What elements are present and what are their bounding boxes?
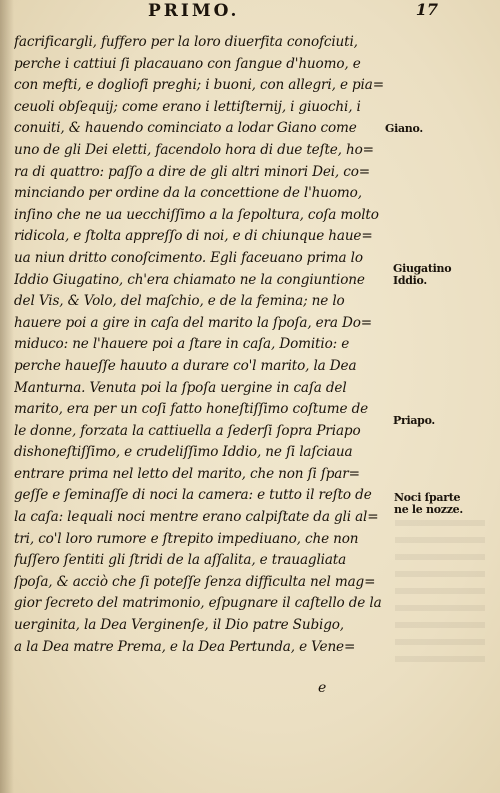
- margin-note-giano: [385, 123, 423, 135]
- page-number: 17: [415, 0, 438, 19]
- text-line: ſpoſa, & acciò che ſi poteſſe ſenza difficulta nel mag=: [14, 573, 376, 590]
- text-line: hauere poi a gire in caſa del marito la ſpoſa, era Do=: [14, 314, 373, 331]
- text-line: del Vis, & Volo, del maſchio, e de la femina; ne lo: [14, 293, 345, 310]
- text-line: uerginita, la Dea Verginenſe, il Dio patre Subigo,: [14, 617, 344, 634]
- body-text: [14, 32, 386, 658]
- text-line: le donne, forzata la cattiuella a ſederſi ſopra Priapo: [14, 422, 361, 439]
- margin-note-line: Noci ſparte: [394, 491, 461, 504]
- text-line: uno de gli Dei eletti, facendolo hora di due teſte, ho=: [14, 141, 374, 158]
- text-line: conuiti, & hauendo cominciato a lodar Giano come: [14, 120, 357, 137]
- running-head: PRIMO.: [148, 1, 240, 21]
- text-line: facrificargli, fuffero per la loro diuerfita conofciuti,: [14, 34, 358, 50]
- text-line: perche haueſſe hauuto a durare co'l marito, la Dea: [14, 357, 357, 374]
- gutter-shadow: [0, 0, 14, 793]
- margin-note-giugatino: [393, 263, 451, 287]
- margin-note-line: Priapo.: [393, 414, 435, 427]
- margin-note-line: ne le nozze.: [394, 503, 463, 516]
- margin-note-line: Iddio.: [393, 274, 427, 287]
- catchword: e: [318, 680, 327, 696]
- text-line: dishoneſtiſſimo, e crudeliſſimo Iddio, ne ſi laſciaua: [14, 444, 353, 461]
- text-line: tri, co'l loro rumore e ſtrepito impediuano, che non: [14, 530, 359, 547]
- text-line: fuſſero ſentiti gli ſtridi de la aſſalita, e trauagliata: [14, 552, 347, 569]
- margin-note-noci: [394, 492, 463, 516]
- text-line: entrare prima nel letto del marito, che non ſi ſpar=: [14, 465, 360, 482]
- margin-notes: [385, 0, 500, 793]
- text-line: ra di quattro: paſſo a dire de gli altri minori Dei, co=: [14, 163, 371, 180]
- text-line: ua niun dritto conoſcimento. Egli faceuano prima lo: [14, 249, 363, 266]
- text-line: perche i cattiui ſi placauano con ſangue d'huomo, e: [14, 55, 361, 72]
- text-line: con mefti, e dogliofi preghi; i buoni, con allegri, e pia=: [14, 77, 384, 94]
- text-line: minciando per ordine da la concettione de l'huomo,: [14, 185, 362, 202]
- text-line: inſino che ne ua uecchiſſimo a la ſepoltura, coſa molto: [14, 206, 379, 223]
- text-line: marito, era per un coſi fatto honeſtiſſimo coſtume de: [14, 401, 369, 418]
- text-line: geſſe e ſeminaſſe di noci la camera: e tutto il reſto de: [14, 487, 372, 504]
- margin-note-priapo: [393, 415, 435, 427]
- text-line: Manturna. Venuta poi la ſpoſa uergine in caſa del: [14, 379, 347, 396]
- margin-note-line: Giugatino: [393, 262, 452, 275]
- text-line: miduco: ne l'hauere poi a ſtare in caſa, Domitio: e: [14, 336, 350, 353]
- text-line: la caſa: lequali noci mentre erano calpiſtate da gli al=: [14, 509, 379, 526]
- text-line: ridicola, e ſtolta appreſſo di noi, e di chiunque haue=: [14, 228, 373, 245]
- margin-note-line: Giano.: [385, 122, 423, 135]
- text-line: a la Dea matre Prema, e la Dea Pertunda, e Vene=: [14, 638, 356, 655]
- text-line: ceuoli obſequij; come erano i lettiſternij, i giuochi, i: [14, 98, 361, 115]
- text-line: Iddio Giugatino, ch'era chiamato ne la congiuntione: [14, 271, 365, 288]
- text-line: gior ſecreto del matrimonio, eſpugnare il caſtello de la: [14, 595, 382, 612]
